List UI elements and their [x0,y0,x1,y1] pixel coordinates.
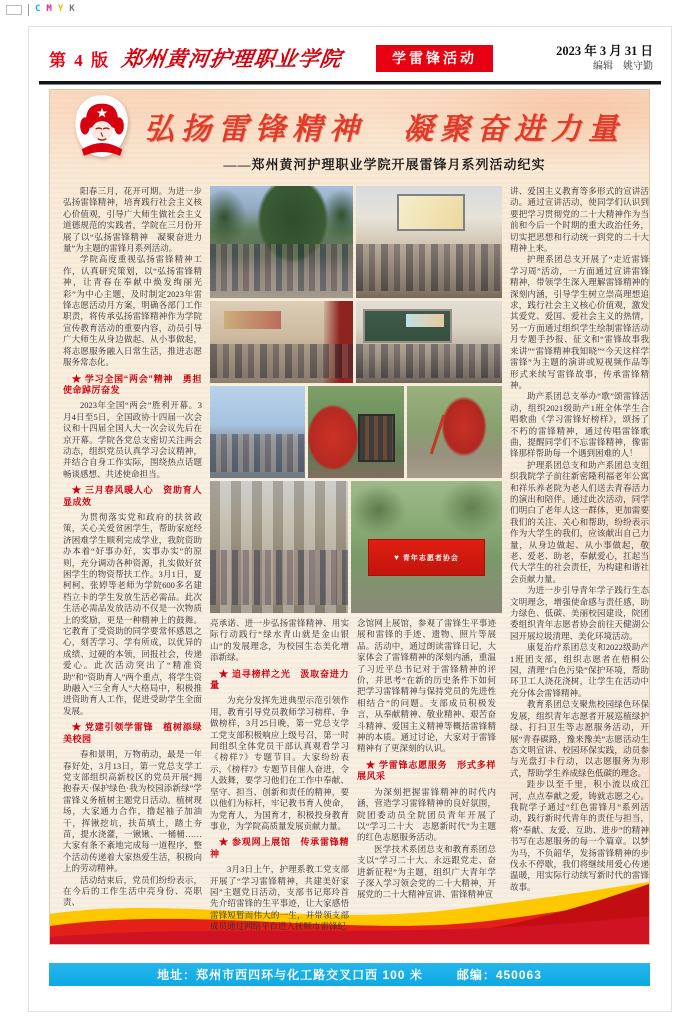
header-divider [39,81,661,85]
photo-volunteer-litter-picker [407,386,502,478]
article-paragraph: 教育系团总支聚焦校园绿色环保发展，组织青年志愿者开展巡植绿护绿、打扫卫生等志愿服务活动，开展“青春碳路，豫来豫美”志愿活动生态文明宣讲、校园环保实践，动员参与光盘打卡行动，以志愿服务为形式，帮助学生养成绿色低碳的理念。 [510,699,649,778]
article-column-2 [210,618,349,933]
article-title-area [50,90,649,182]
registration-bar-icon [28,4,29,16]
article-paragraph: 亮承诺、进一步弘扬雷锋精神、用实际行动践行“绿水青山就是金山银山”的发展理念，为校园生态美化增添新绿。 [210,618,349,663]
masthead-title: 郑州黄河护理职业学院 [120,47,344,71]
editor-name: 编辑 姚守勤 [593,60,653,72]
article-column-4 [510,186,649,918]
article-paragraph: 春和景明，万物萌动，最是一年春好处，3月13日，第一党总支学工党支部组织高新校区的党员开展“拥抱春天·保护绿色·我为校园添新绿”学雷锋义务植树主题党日活动。植树现场，大家通力合作，撸起袖子加油干，挥锹挖坑，扶苗填土，踏土夯苗，提水浇灌，一锹锹、一桶桶……大家有条不紊地完成每一道程序，整个活动传递着大家热爱生活，积极向上的劳动精神。 [63,749,202,874]
article-main-title: 弘扬雷锋精神 凝聚奋进力量 [144,113,625,146]
article-paragraph: 讲、爱国主义教育等多形式的宣讲活动。通过宣讲活动，使同学们认识到要把学习贯彻党的二十大精神作为当前和今后一个时期的重大政治任务，切实把思想和行动统一到党的二十大精神上来。 [510,186,649,254]
article-middle-section [210,186,502,932]
cmyk-letter-m: M [46,4,52,14]
photo-tree-planting-group [210,186,353,298]
article-paragraph: 为深刻把握雷锋精神的时代内涵，营造学习雷锋精神的良好氛围，院团委动员全院团员青年开展了以“学习二十大 志愿新时代”为主题的红色志愿服务活动。 [357,786,496,843]
article-paragraph: 为进一步引导青年学子践行生态文明理念，增强使命感与责任感，助力绿色、低碳、美丽校园建设，院团委组织青年志愿者协会前往天健湖公园开展垃圾清理、美化环境活动。 [510,585,649,641]
cmyk-letter-c: C [35,4,41,14]
article-paragraph: 3月3日上午，护理系教工党支部开展了“学习雷锋精神，共建美好家园”主题党日活动，支部书记郑玲首先介绍雷锋的生平事迹，让大家感悟雷锋短暂而伟大的一生，并带领支部成员通过网络平台进入抚顺市雷锋纪 [210,864,349,932]
article-heading: ★ 追寻榜样之光 汲取奋进力量 [210,668,349,691]
header-date-block [556,43,653,73]
article-column-3 [357,618,496,933]
edition-number: 第 4 版 [49,50,110,70]
article-paragraph: 跬步以至千里，积小流以成江河，点点奉献之爱，铸就志愿之心。我院学子通过“红色雷锋月”系列活动，践行新时代青年的责任与担当，将“奉献、友爱、互助、进步”的精神书写在志愿服务的每一个篇章。以梦为马，不负韶华，发扬雷锋精神的步伐永不停歇，我们将继续用爱心传递温暖，用实际行动续写新时代的雷锋故事。 [510,779,649,892]
article-paragraph: 念馆网上展馆，参观了雷锋生平事迹展和雷锋的手迹、遗物、照片等展品。活动中，通过朗读雷锋日记，大家体会了雷锋精神的深刻内涵，重温了习近平总书记对于雷锋精神的评价，并思考“在新的历史条件下如何把学习雷锋精神与保持党员的先进性相结合”的问题。支部成员积极发言，从奉献精神、敬业精神、艰苦奋斗精神、爱国主义精神等概括雷锋精神的本质。通过讨论，大家对于雷锋精神有了更深刻的认识。 [357,618,496,754]
photo-classroom-blackboard [356,301,502,383]
volunteer-banner [368,539,486,576]
publication-date: 2023 年 3 月 31 日 [556,43,653,58]
article-paragraph: 为充分发挥先进典型示范引领作用，教育引导党员教师学习榜样、争做榜样，3月25日晚，第一党总支学工党支部积极响应上级号召，第一时间组织全体党员干部认真观看学习《榜样7》专题节目。大家纷纷表示，《榜样7》专题节目催人奋进，令人鼓舞，要学习他们在工作中奉献、坚守、担当、创新和责任的精神，要以他们为标杆，牢记教书育人使命，为党育人，为国育才，积极投身教育事业，为学院高质量发展贡献力量。 [210,695,349,831]
article-column-1 [63,186,202,918]
photo-collage [210,186,502,613]
page-header [49,39,653,77]
banner-text: 青年志愿者协会 [402,553,459,562]
footer-postcode: 邮编：450063 [456,968,542,982]
cmyk-letter-y: Y [57,4,64,14]
footer-address-bar [49,963,650,986]
article-paragraph: 康复治疗系团总支和2022级助产1班团支部，组织志愿者在梧桐公园，清理“白色污染”保护环境，帮助环卫工人浇花浇树，让学生在活动中充分体会雷锋精神。 [510,642,649,698]
photo-auditorium-meeting [210,301,353,383]
article-paragraph: 活动结束后，党员们纷纷表示，在今后的工作生活中亮身份、亮职责、 [63,874,202,908]
article-body [63,186,649,932]
article-heading: ★ 参观网上展馆 传承雷锋精神 [210,837,349,859]
article-paragraph: 医学技术系团总支和教育系团总支以“学习二十大、永远跟党走、奋进新征程”为主题，组织广大青年学子深入学习领会党的二十大精神，开展党的二十大精神宣讲、雷锋精神宣 [357,843,496,900]
photo-outdoor-group [210,386,305,478]
photo-volunteer-trash-bin [308,386,404,478]
newspaper-sheet [28,26,672,1012]
article-heading: ★ 学习全国“两会”精神 勇担使命踔厉奋发 [63,373,202,395]
article-paragraph: 为贯彻落实党和政府的扶贫政策，关心关爱贫困学生，帮助家庭经济困难学生顺利完成学业，我院资助办本着“好事办好，实事办实”的原则，充分调动各种资源，扎实做好贫困学生的物资帮扶工作。3月1日，夏柯柯、张婷等老师为学院600多名建档立卡的学生发放生活必需品。此次生活必需品发放活动不仅是一次物质上的奖励，更是一种精神上的鼓舞。它教育了受资助的同学要常怀感恩之心，刻苦学习、学有所成，以优异的成绩、过硬的本领，回报社会，传递爱心。此次活动突出了“精准资助”和“资助育人”两个重点，将学生资助融入“三全育人”大格局中，积极推进资助育人工作，促进受助学生全面发展。 [63,511,202,716]
article-subtitle: ——郑州黄河护理职业学院开展雷锋月系列活动纪实 [223,157,546,172]
article-paragraph: 助产系团总支举办“歌”颂雷锋活动，组织2021级助产1班全体学生合唱歌曲《学习雷锋好榜样》，颂扬了不朽的雷锋精神，通过传唱雷锋歌曲，提醒同学们不忘雷锋精神，像雷锋那样帮助每一个遇到困难的人！ [510,391,649,459]
registration-box-icon [6,5,22,15]
footer-address: 地址：郑州市西四环与化工路交叉口西 100 米 [157,968,423,982]
article-paragraph: 学院高度重视弘扬雷锋精神工作，认真研究策划，以“弘扬雷锋精神，让青春在奉献中焕发绚丽光彩”为中心主题，及时制定2023年雷锋志愿活动月方案，明确各部门工作职责，将传承弘扬雷锋精神作为学院宣传教育活动的重要内容，动员引导广大师生从身边做起、从小事做起，将志愿服务融入日常生活，推进志愿服务常态化。 [63,254,202,368]
photo-nursing-home-visit [210,481,348,613]
heart-icon: ♥ [394,553,400,563]
print-registration-marks [6,4,75,16]
photo-volunteer-banner-group [351,481,502,613]
article-paragraph: 阳春三月，花开可期。为进一步弘扬雷锋精神，培育践行社会主义核心价值观，引导广大师生做社会主义道德规范的实践者，学院在三月份开展了以“弘扬雷锋精神 凝聚奋进力量”为主题的雷锋月系列活动。 [63,186,202,254]
article-heading: ★ 学雷锋志愿服务 形式多样展风采 [357,759,496,782]
article-heading: ★ 党建引领学雷锋 植树添绿美校园 [63,722,202,744]
cmyk-letter-k: K [69,4,75,14]
section-badge: 学雷锋活动 [376,45,493,72]
article-paragraph: 护理系团总支和助产系团总支组织我院学子前往新密隆利福老年公寓和祥乐养老院为老人们送去青春活力的演出和陪伴。通过此次活动，同学们明白了老年人这一群体，更加需要我们的关注、关心和帮助，纷纷表示作为大学生的我们，应该献出自己力量，从身边做起、从小事做起，敬老、爱老、助老，奉献爱心，扛起当代大学生的社会责任，为构建和谐社会贡献力量。 [510,459,649,584]
article-heading: ★ 三月春风暖人心 资助育人显成效 [63,485,202,507]
article-paragraph: 护理系团总支开展了“走近雷锋学习周”活动，一方面通过宣讲雷锋精神，带领学生深入理解雷锋精神的深刻内涵，引导学生树立崇高理想追求，践行社会主义核心价值观，激发其爱党、爱国、爱社会主义的热情，另一方面通过组织学生绘制雷锋活动月专题手抄报、征文和“雷锋故事我来讲”“雷锋精神我知晓”“今天这样学雷锋”为主题的演讲或短视频作品等形式来续写雷锋故事，传承雷锋精神。 [510,254,649,390]
photo-classroom-lecture [356,186,502,298]
leifeng-stamp-icon [70,94,134,160]
article-paragraph: 2023年全国“两会”胜利开幕。3月4日至5日，全国政协十四届一次会议和十四届全国人大一次会议先后在京开幕。学院各党总支密切关注两会动态，组织党员认真学习会议精神，并结合自身工作实际，围绕热点话题畅谈感想、共述使命担当。 [63,400,202,479]
article-area [49,89,650,945]
